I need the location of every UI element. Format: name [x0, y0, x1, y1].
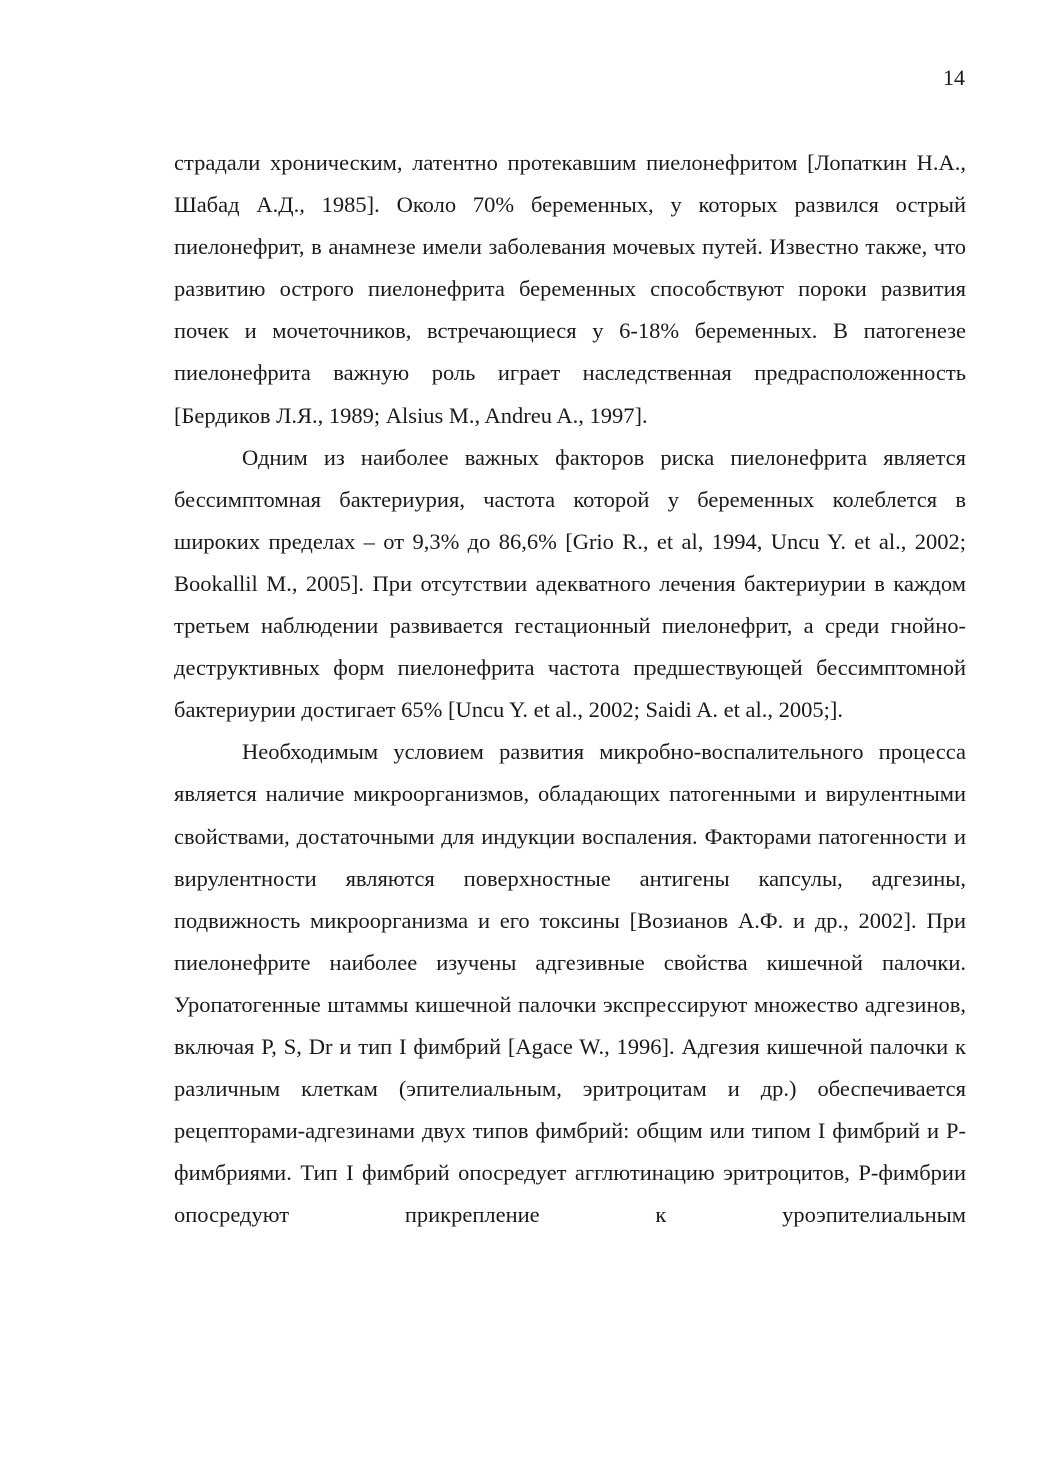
page-number: 14	[943, 65, 965, 90]
paragraph-asymptomatic-bacteriuria: Одним из наиболее важных факторов риска пиелонефрита является бессимптомная бактериурия, частота которой у беременных колеблется в широких пределах – от 9,3% до 86,6% [Grio R., et al, 1994, Uncu Y. et al., 2002; Bookallil M., 2005]. При отсутствии адекватного лечения бактериурии в каждом третьем наблюдении развивается гестационный пиелонефрит, а среди гнойно-деструктивных форм пиелонефрита частота предшествующей бессимптомной бактериурии достигает 65% [Uncu Y. et al., 2002; Saidi A. et al., 2005;].	[174, 444, 966, 723]
document-body	[174, 142, 966, 1236]
paragraph-pyelonephritis-history: страдали хроническим, латентно протекавшим пиелонефритом [Лопаткин Н.А., Шабад А.Д., 1985]. Около 70% беременных, у которых развился острый пиелонефрит, в анамнезе имели заболевания мочевых путей. Известно также, что развитию острого пиелонефрита беременных способствуют пороки развития почек и мочеточников, встречающиеся у 6-18% беременных. В патогенезе пиелонефрита важную роль играет наследственная предрасположенность [Бердиков Л.Я., 1989; Alsius M., Andreu A., 1997].	[174, 150, 966, 428]
paragraph-microbial-adhesion: Необходимым условием развития микробно-воспалительного процесса является наличие микроорганизмов, обладающих патогенными и вирулентными свойствами, достаточными для индукции воспаления. Факторами патогенности и вирулентности являются поверхностные антигены капсулы, адгезины, подвижность микроорганизма и его токсины [Возианов А.Ф. и др., 2002]. При пиелонефрите наиболее изучены адгезивные свойства кишечной палочки. Уропатогенные штаммы кишечной палочки экспрессируют множество адгезинов, включая P, S, Dr и тип I фимбрий [Agace W., 1996]. Адгезия кишечной палочки к различным клеткам (эпителиальным, эритроцитам и др.) обеспечивается рецепторами-адгезинами двух типов фимбрий: общим или типом I фимбрий и Р-фимбриями. Тип I фимбрий опосредует агглютинацию эритроцитов, Р-фимбрии опосредуют прикрепление к уроэпителиальным	[174, 739, 966, 1228]
